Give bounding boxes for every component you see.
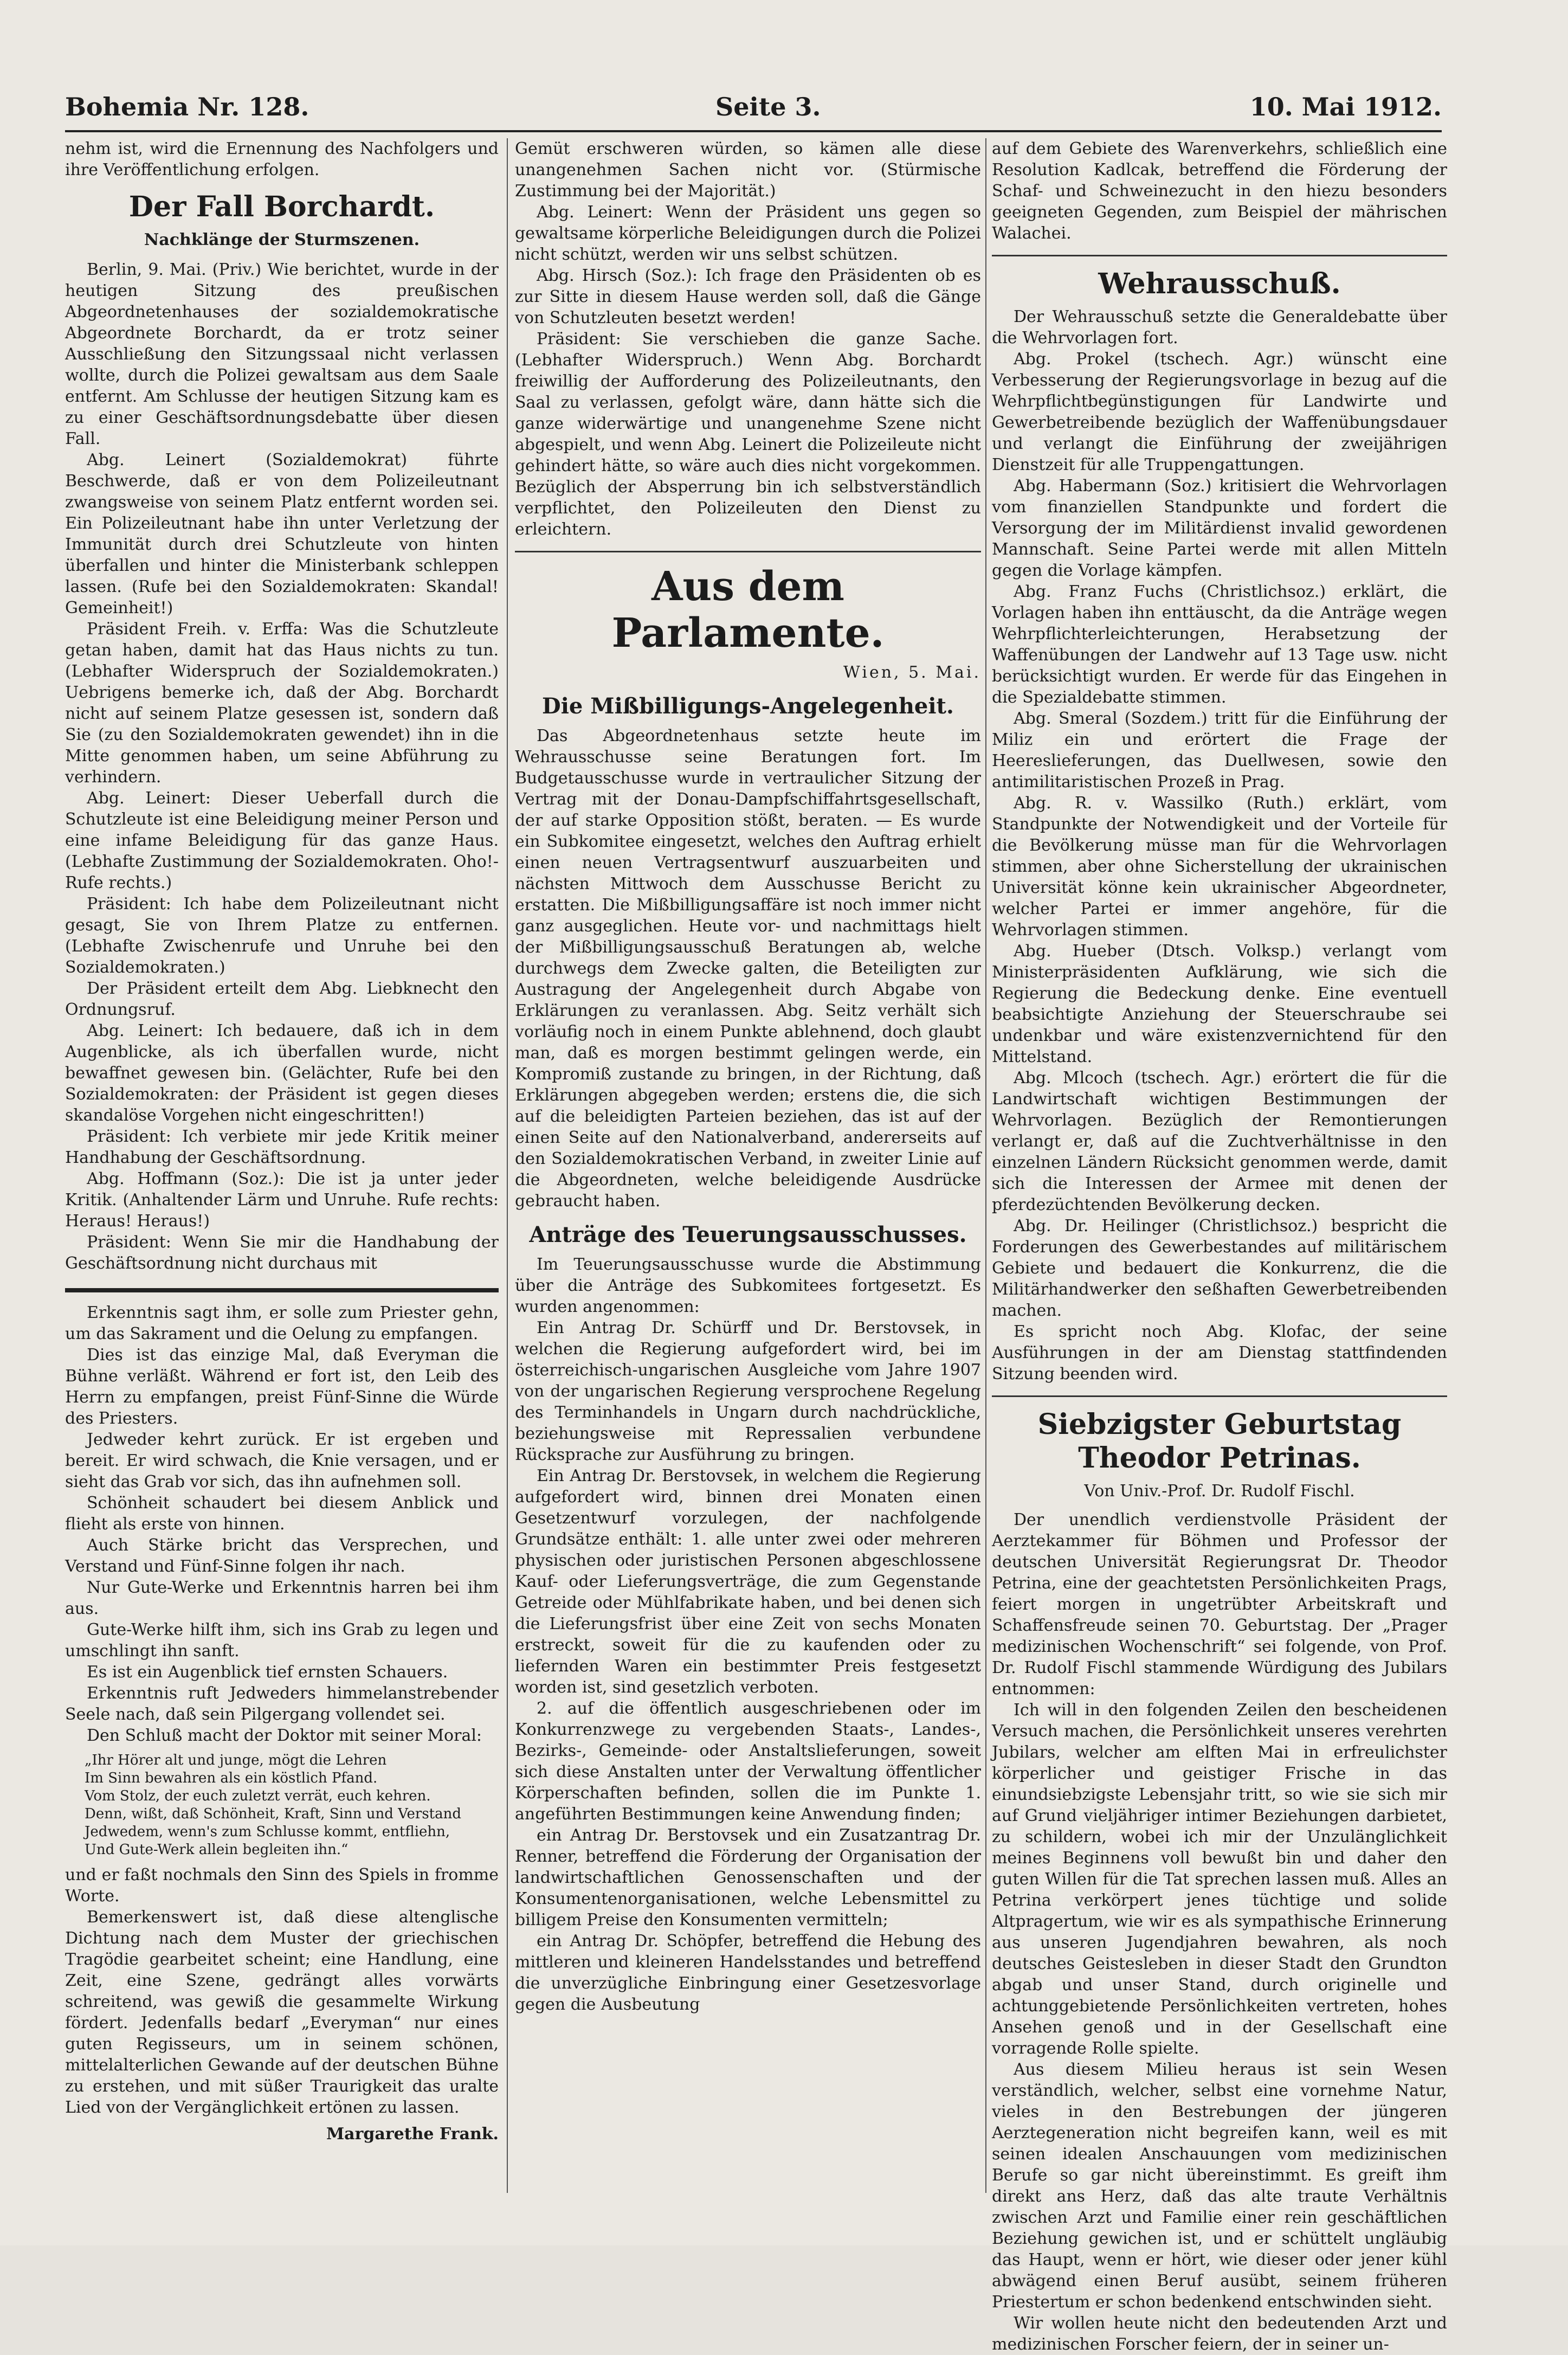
paragraph: Berlin, 9. Mai. (Priv.) Wie berichtet, wurde in der heutigen Sitzung des preußischen Abgeordnetenhauses der sozialdemokratische Abgeordnete Borchardt, da er trotz seiner Ausschließung den Sitzungssaal nicht verlassen wollte, durch die Polizei gewaltsam aus dem Saale entfernt. Am Schlusse der heutigen Sitzung kam es zu einer Geschäftsordnungsdebatte über diesen Fall. xyxy=(65,260,499,448)
paragraph: Abg. Smeral (Sozdem.) tritt für die Einführung der Miliz ein und erörtert die Frage der Heereslieferungen, das Duellwesen, sowie den antimilitaristischen Prozeß in Prag. xyxy=(992,709,1447,792)
paragraph: Der Präsident erteilt dem Abg. Liebknecht den Ordnungsruf. xyxy=(65,979,499,1019)
article-title-wehrausschuss: Wehrausschuß. xyxy=(1098,267,1341,300)
article-title-teuerung: Anträge des Teuerungsausschusses. xyxy=(529,1222,967,1247)
paragraph: Ich will in den folgenden Zeilen den bescheidenen Versuch machen, die Persönlichkeit unseres verehrten Jubilars, welcher am elften Mai in erfreulichster körperlicher und geistiger Frische in das einundsiebzigste Lebensjahr tritt, so wie sie sich mir auf Grund vieljähriger intimer Beziehungen darbietet, zu schildern, wobei ich mir der Unzulänglichkeit meines Beginnens voll bewußt bin und daher den guten Willen für die Tat sprechen lassen muß. Alles an Petrina verkörpert jenes tüchtige und solide Altpragertum, wie wir es als sympathische Erinnerung aus unseren Jugendjahren bewahren, als noch deutsches Geistesleben in dieser Stadt den Grundton abgab und unser Stand, durch originelle und achtunggebietende Persönlichkeiten vertreten, hohes Ansehen genoß und in der Gesellschaft eine vorragende Rolle spielte. xyxy=(992,1701,1447,2058)
paragraph: Präsident: Ich habe dem Polizeileutnant nicht gesagt, Sie von Ihrem Platze zu entfernen. (Lebhafte Zwischenrufe und Unruhe bei den Sozialdemokraten.) xyxy=(65,895,499,977)
byline: Von Univ.-Prof. Dr. Rudolf Fischl. xyxy=(1084,1482,1355,1501)
paragraph: Es spricht noch Abg. Klofac, der seine Ausführungen in der am Dienstag stattfindenden Sitzung beenden wird. xyxy=(992,1322,1447,1384)
paragraph: nehm ist, wird die Ernennung des Nachfolgers und ihre Veröffentlichung erfolgen. xyxy=(65,139,499,179)
paragraph: 2. auf die öffentlich ausgeschriebenen oder im Konkurrenzwege zu vergebenden Staats-, Landes-, Bezirks-, Gemeinde- oder Anstaltslieferungen, soweit sich diese Anstalten unter der Verwaltung öffentlicher Körperschaften befinden, sollen die im Punkte 1. angeführten Bestimmungen keine Anwendung finden; xyxy=(515,1699,981,1824)
paragraph: Nur Gute-Werke und Erkenntnis harren bei ihm aus. xyxy=(65,1578,499,1618)
paragraph: und er faßt nochmals den Sinn des Spiels in fromme Worte. xyxy=(65,1865,499,1906)
poem-line: Und Gute-Werk allein begleiten ihn.“ xyxy=(85,1842,349,1858)
article-title-birthday-line1: Siebzigster Geburtstag xyxy=(1037,1408,1402,1441)
paragraph: Das Abgeordnetenhaus setzte heute im Wehrausschusse seine Beratungen fort. Im Budgetausschusse wurde in vertraulicher Sitzung der Vertrag mit der Donau-Dampfschiffahrtsgesellschaft, der auf starke Opposition stößt, beraten. — Es wurde ein Subkomitee eingesetzt, welches den Auftrag erhielt einen neuen Vertragsentwurf auszuarbeiten und nächsten Mittwoch dem Ausschusse Bericht zu erstatten. Die Mißbilligungsaffäre ist noch immer nicht ganz ausgeglichen. Heute vor- und nachmittags hielt der Mißbilligungsausschuß Beratungen ab, welche durchwegs dem Zwecke galten, die Beteiligten zur Austragung der Angelegenheit durch Abgabe von Erklärungen zu veranlassen. Abg. Seitz verhält sich vorläufig noch in einem Punkte ablehnend, doch glaubt man, daß es morgen bestimmt gelingen werde, ein Kompromiß zustande zu bringen, in der Richtung, daß Erklärungen abgegeben werden; erstens die, die sich auf die beleidigten Parteien beziehen, das ist auf der einen Seite auf den Nationalverband, andererseits auf den Sozialdemokratischen Verband, in zweiter Linie auf die Abgeordneten, welche beleidigende Ausdrücke gebraucht haben. xyxy=(515,726,981,1211)
masthead-issue: Bohemia Nr. 128. xyxy=(65,92,309,121)
paragraph: Schönheit schaudert bei diesem Anblick und flieht als erste von hinnen. xyxy=(65,1494,499,1534)
paragraph: Abg. Dr. Heilinger (Christlichsoz.) bespricht die Forderungen des Gewerbestandes auf militärischem Gebiete und bedauert die Konkurrenz, die die Militärhandwerker den seßhaften Gewerbetreibenden machen. xyxy=(992,1217,1447,1320)
paragraph: Präsident: Sie verschieben die ganze Sache. (Lebhafter Widerspruch.) Wenn Abg. Borchardt freiwillig der Aufforderung des Polizeileutnants, den Saal zu verlassen, gefolgt wäre, dann hätte sich die ganze widerwärtige und unangenehme Szene nicht abgespielt, und wenn Abg. Leinert die Polizeileute nicht gehindert hätte, so wäre auch dies nicht vorgekommen. Bezüglich der Absperrung bin ich selbstverständlich verpflichtet, den Polizeileuten den Dienst zu erleichtern. xyxy=(515,330,981,539)
paragraph: Aus diesem Milieu heraus ist sein Wesen verständlich, welcher, selbst eine vornehme Natur, vieles in den Bestrebungen der jüngeren Aerztegeneration nicht begreifen kann, weil es mit seinen idealen Anschauungen vom medizinischen Berufe so gar nicht übereinstimmt. Es greift ihm direkt ans Herz, daß das alte traute Verhältnis zwischen Arzt und Familie einer rein geschäftlichen Beziehung gewichen ist, und er schüttelt ungläubig das Haupt, wenn er hört, wie dieser oder jener kühl abwägend einen Beruf ausübt, seinem früheren Priestertum er schon bedenkend entschwinden sieht. xyxy=(992,2060,1447,2312)
article-title-birthday-line2: Theodor Petrinas. xyxy=(1078,1442,1361,1475)
section-divider xyxy=(515,551,981,552)
article-subtitle: Nachklänge der Sturmszenen. xyxy=(144,230,420,249)
paragraph: Gute-Werke hilft ihm, sich ins Grab zu legen und umschlingt ihn sanft. xyxy=(65,1620,499,1661)
masthead xyxy=(65,87,1442,130)
feuilleton-divider xyxy=(65,1288,499,1292)
paragraph: Abg. Mlcoch (tschech. Agr.) erörtert die für die Landwirtschaft wichtigen Bestimmungen der Wehrvorlagen. Bezüglich der Remontierungen verlangt er, daß auf die Zuchtverhältnisse in den einzelnen Ländern Rücksicht genommen werde, damit sich die Interessen der Armee mit denen der pferdezüchtenden Bevölkerung decken. xyxy=(992,1069,1447,1214)
section-divider xyxy=(992,255,1447,256)
article-title-missbilligung: Die Mißbilligungs-Angelegenheit. xyxy=(542,693,954,719)
paragraph: Ein Antrag Dr. Schürff und Dr. Berstovsek, in welchen die Regierung aufgefordert wird, bei im österreichisch-ungarischen Ausgleiche vom Jahre 1907 von der ungarischen Regierung versprochene Regelung des Terminhandels in Ungarn durch nachdrückliche, beziehungsweise mit Repressalien verbundene Rücksprache zur Ausführung zu bringen. xyxy=(515,1318,981,1464)
dateline: Wien, 5. Mai. xyxy=(843,663,981,682)
masthead-page-number: Seite 3. xyxy=(715,92,821,121)
column-3 xyxy=(992,138,1447,2354)
paragraph: ein Antrag Dr. Berstovsek und ein Zusatzantrag Dr. Renner, betreffend die Förderung der Organisation der landwirtschaftlichen Genossenschaften und der Konsumentenorganisationen, welche Lebensmittel zu billigem Preise den Konsumenten vermitteln; xyxy=(515,1826,981,1929)
paragraph: Ein Antrag Dr. Berstovsek, in welchem die Regierung aufgefordert wird, binnen drei Monaten einen Gesetzentwurf vorzulegen, der nachfolgende Grundsätze enthält: 1. alle unter zwei oder mehreren physischen oder juristischen Personen abgeschlossene Kauf- oder Lieferungsverträge, die zum Gegenstande Getreide oder Mühlfabrikate haben, und bei denen sich die Lieferungsfrist über eine Zeit von sechs Monaten erstreckt, soweit für die zu kaufenden oder zu liefernden Waren ein bestimmter Preis festgesetzt worden ist, sind gesetzlich verboten. xyxy=(515,1466,981,1697)
paragraph: Dies ist das einzige Mal, daß Everyman die Bühne verläßt. Während er fort ist, den Leib des Herrn zu empfangen, preist Fünf-Sinne die Würde des Priesters. xyxy=(65,1346,499,1428)
paragraph: Abg. Leinert: Dieser Ueberfall durch die Schutzleute ist eine Beleidigung meiner Person und eine infame Beleidigung für das ganze Haus. (Lebhafte Zustimmung der Sozialdemokraten. Oho!-Rufe rechts.) xyxy=(65,789,499,892)
paragraph: auf dem Gebiete des Warenverkehrs, schließlich eine Resolution Kadlcak, betreffend die Förderung der Schaf- und Schweinezucht in den hiezu besonders geeigneten Gegenden, zum Beispiel der mährischen Walachei. xyxy=(992,139,1447,243)
poem-line: Im Sinn bewahren als ein köstlich Pfand. xyxy=(85,1770,378,1786)
paragraph: Abg. Prokel (tschech. Agr.) wünscht eine Verbesserung der Regierungsvorlage in bezug auf die Wehrpflichtbegünstigungen für Landwirte und Gewerbetreibende bezüglich der Waffenübungsdauer und verlangt die Einführung der zweijährigen Dienstzeit für alle Truppengattungen. xyxy=(992,350,1447,474)
author-signature: Margarethe Frank. xyxy=(326,2125,499,2144)
masthead-date: 10. Mai 1912. xyxy=(1249,92,1442,121)
article-title-borchardt: Der Fall Borchardt. xyxy=(128,190,435,223)
paragraph: Abg. R. v. Wassilko (Ruth.) erklärt, vom Standpunkte der Notwendigkeit und der Vorteile für die Bevölkerung müsse man für die Wehrvorlagen stimmen, aber ohne Sicherstellung der ukrainischen Universität könne kein ukrainischer Abgeordneter, welcher Partei er immer angehöre, für die Wehrvorlagen stimmen. xyxy=(992,794,1447,940)
paragraph: Erkenntnis sagt ihm, er solle zum Priester gehn, um das Sakrament und die Oelung zu empfangen. xyxy=(65,1303,499,1343)
poem-line: Vom Stolz, der euch zuletzt verrät, euch kehren. xyxy=(85,1788,431,1804)
paragraph: Abg. Leinert (Sozialdemokrat) führte Beschwerde, daß er von dem Polizeileutnant zwangsweise von seinem Platz entfernt worden sei. Ein Polizeileutnant habe ihn unter Verletzung der Immunität durch drei Schutzleute von hinten überfallen und hinter die Ministerbank schleppen lassen. (Rufe bei den Sozialdemokraten: Skandal! Gemeinheit!) xyxy=(65,451,499,617)
poem-quote xyxy=(85,1752,499,1859)
column-divider-1 xyxy=(507,138,508,2193)
paragraph: Es ist ein Augenblick tief ernsten Schauers. xyxy=(87,1663,448,1682)
section-divider xyxy=(992,1395,1447,1397)
paragraph: Abg. Leinert: Wenn der Präsident uns gegen so gewaltsame körperliche Beleidigungen durch die Polizei nicht schützt, werden wir uns selbst schützen. xyxy=(515,203,981,264)
paragraph: Den Schluß macht der Doktor mit seiner Moral: xyxy=(87,1726,482,1745)
paragraph: Erkenntnis ruft Jedweders himmelanstrebender Seele nach, daß sein Pilgergang vollendet sei. xyxy=(65,1684,499,1724)
paragraph: Abg. Habermann (Soz.) kritisiert die Wehrvorlagen vom finanziellen Standpunkte und fordert die Versorgung der im Militärdienst invalid gewordenen Mannschaft. Seine Partei werde mit allen Mitteln gegen die Vorlage kämpfen. xyxy=(992,477,1447,580)
poem-line: Jedwedem, wenn's zum Schlusse kommt, entfliehn, xyxy=(85,1824,450,1840)
paragraph: Der Wehrausschuß setzte die Generaldebatte über die Wehrvorlagen fort. xyxy=(992,307,1447,348)
poem-line: „Ihr Hörer alt und junge, mögt die Lehren xyxy=(85,1752,387,1768)
paragraph: Abg. Hirsch (Soz.): Ich frage den Präsidenten ob es zur Sitte in diesem Hause werden soll, daß die Gänge von Schutzleuten besetzt werden! xyxy=(515,266,981,327)
masthead-rule xyxy=(65,130,1442,132)
column-1 xyxy=(65,138,499,2193)
paragraph: Abg. Franz Fuchs (Christlichsoz.) erklärt, die Vorlagen haben ihn enttäuscht, da die Anträge wegen Wehrpflichterleichterungen, Herabsetzung der Waffenübungen der Landwehr auf 13 Tage usw. nicht berücksichtigt wurden. Er werde für das Eingehen in die Spezialdebatte stimmen. xyxy=(992,582,1447,707)
section-title-parlament: Aus dem Parlamente. xyxy=(611,563,885,657)
paragraph: Abg. Leinert: Ich bedauere, daß ich in dem Augenblicke, als ich überfallen wurde, nicht bewaffnet gewesen bin. (Gelächter, Rufe bei den Sozialdemokraten: der Präsident ist gegen dieses skandalöse Vorgehen nicht eingeschritten!) xyxy=(65,1021,499,1125)
paragraph: ein Antrag Dr. Schöpfer, betreffend die Hebung des mittleren und kleineren Handelsstandes und betreffend die unverzügliche Einbringung einer Gesetzesvorlage gegen die Ausbeutung xyxy=(515,1932,981,2014)
poem-line: Denn, wißt, daß Schönheit, Kraft, Sinn und Verstand xyxy=(85,1806,462,1822)
paragraph: Auch Stärke bricht das Versprechen, und Verstand und Fünf-Sinne folgen ihr nach. xyxy=(65,1536,499,1576)
paragraph: Präsident: Wenn Sie mir die Handhabung der Geschäftsordnung nicht durchaus mit xyxy=(65,1233,499,1273)
column-divider-2 xyxy=(985,138,986,2193)
paragraph: Jedweder kehrt zurück. Er ist ergeben und bereit. Er wird schwach, die Knie versagen, und er sieht das Grab vor sich, das ihn aufnehmen soll. xyxy=(65,1430,499,1491)
paragraph: Der unendlich verdienstvolle Präsident der Aerztekammer für Böhmen und Professor der deutschen Universität Regierungsrat Dr. Theodor Petrina, eine der geachtetsten Persönlichkeiten Prags, feiert morgen in ungetrübter Arbeitskraft und Schaffensfreude seinen 70. Geburtstag. Der „Prager medizinischen Wochenschrift“ sei folgende, von Prof. Dr. Rudolf Fischl stammende Würdigung des Jubilars entnommen: xyxy=(992,1510,1447,1698)
paragraph: Im Teuerungsausschusse wurde die Abstimmung über die Anträge des Subkomitees fortgesetzt. Es wurden angenommen: xyxy=(515,1255,981,1316)
paragraph: Präsident: Ich verbiete mir jede Kritik meiner Handhabung der Geschäftsordnung. xyxy=(65,1127,499,1167)
paragraph: Abg. Hoffmann (Soz.): Die ist ja unter jeder Kritik. (Anhaltender Lärm und Unruhe. Rufe rechts: Heraus! Heraus!) xyxy=(65,1169,499,1231)
paragraph: Wir wollen heute nicht den bedeutenden Arzt und medizinischen Forscher feiern, der in seiner un- xyxy=(992,2314,1447,2354)
paragraph: Gemüt erschweren würden, so kämen alle diese unangenehmen Sachen nicht vor. (Stürmische Zustimmung bei der Majorität.) xyxy=(515,139,981,201)
paragraph: Präsident Freih. v. Erffa: Was die Schutzleute getan haben, damit hat das Haus nichts zu tun. (Lebhafter Widerspruch der Sozialdemokraten.) Uebrigens bemerke ich, daß der Abg. Borchardt nicht auf seinem Platze gesessen ist, sondern daß Sie (zu den Sozialdemokraten gewendet) ihn in die Mitte genommen haben, um seine Abführung zu verhindern. xyxy=(65,620,499,787)
paragraph: Abg. Hueber (Dtsch. Volksp.) verlangt vom Ministerpräsidenten Aufklärung, wie sich die Regierung die Bedeckung denke. Eine eventuell beabsichtigte Anziehung der Steuerschraube sei undenkbar und wäre existenzvernichtend für den Mittelstand. xyxy=(992,942,1447,1066)
paragraph: Bemerkenswert ist, daß diese altenglische Dichtung nach dem Muster der griechischen Tragödie gearbeitet scheint; eine Handlung, eine Zeit, eine Szene, gedrängt alles vorwärts schreitend, was gewiß die gesammelte Wirkung fördert. Jedenfalls bedarf „Everyman“ nur eines guten Regisseurs, um in seinem schönen, mittelalterlichen Gewande auf der deutschen Bühne zu erstehen, und mit süßer Traurigkeit das uralte Lied von der Vergänglichkeit ertönen zu lassen. xyxy=(65,1908,499,2117)
column-2 xyxy=(515,138,981,2193)
